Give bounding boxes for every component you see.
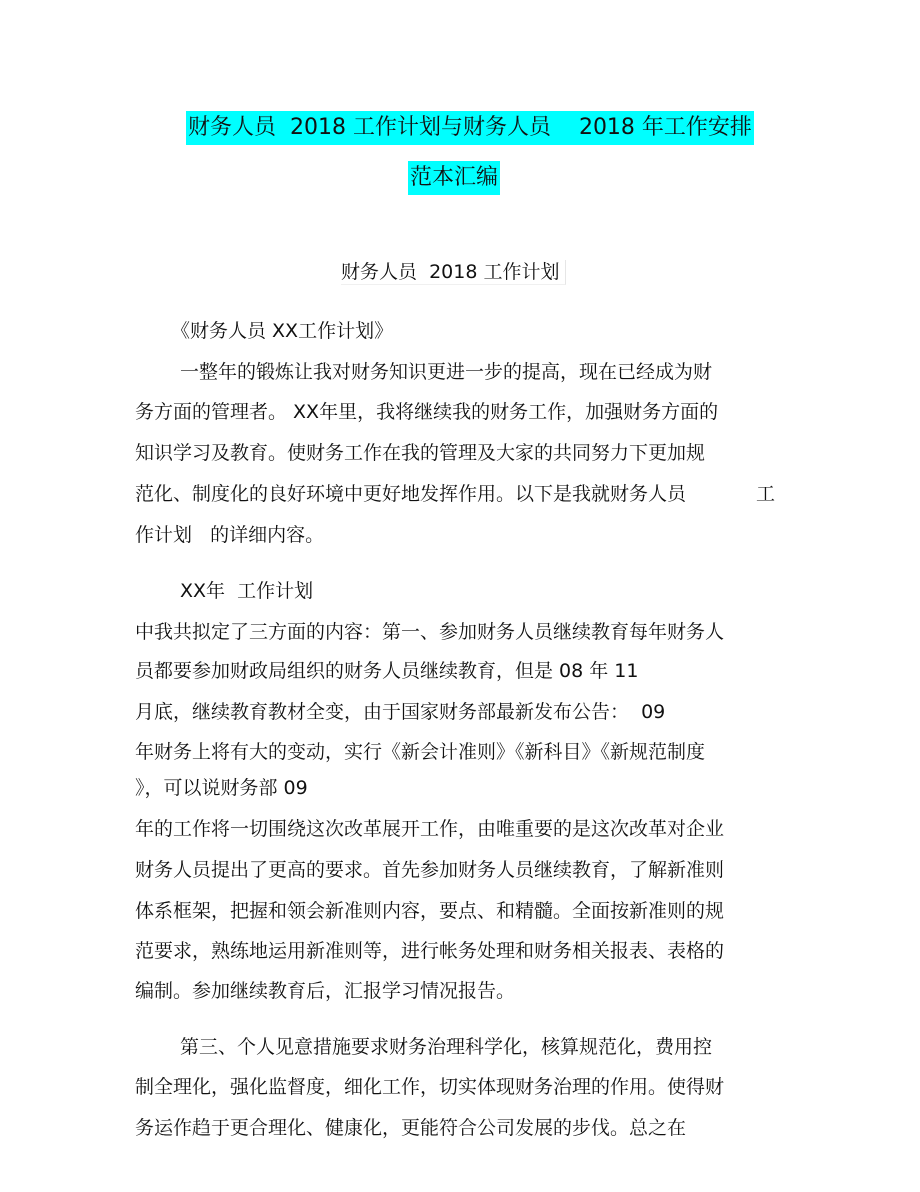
paragraph-line: 范要求，熟练地运用新准则等，进行帐务处理和财务相关报表、表格的: [135, 940, 725, 962]
subheading: XX年 工作计划: [180, 580, 314, 602]
paragraph-line: 制全理化，强化监督度，细化工作，切实体现财务治理的作用。使得财: [135, 1076, 725, 1098]
paragraph-line: 知识学习及教育。使财务工作在我的管理及大家的共同努力下更加规: [135, 442, 706, 464]
paragraph-line: 工: [756, 483, 776, 505]
section-heading: 财务人员 2018 工作计划: [341, 260, 566, 285]
paragraph-line: 务方面的管理者。 XX年里，我将继续我的财务工作，加强财务方面的: [135, 401, 719, 423]
paragraph-line: 中我共拟定了三方面的内容：第一、参加财务人员继续教育每年财务人: [135, 621, 725, 643]
document-title-line2: 范本汇编: [408, 161, 500, 195]
paragraph-line: 编制。参加继续教育后，汇报学习情况报告。: [135, 980, 516, 1002]
paragraph-line: 一整年的锻炼让我对财务知识更进一步的提高，现在已经成为财: [180, 361, 713, 383]
paragraph-line: 财务人员提出了更高的要求。首先参加财务人员继续教育，了解新准则: [135, 859, 725, 881]
paragraph-line: 年财务上将有大的变动，实行《新会计准则》《新科目》《新规范制度: [135, 741, 706, 763]
paragraph-line: 务运作趋于更合理化、健康化，更能符合公司发展的步伐。总之在: [135, 1117, 687, 1139]
paragraph-line: 年的工作将一切围绕这次改革展开工作，由唯重要的是这次改革对企业: [135, 818, 725, 840]
plan-title: 《财务人员 XX工作计划》: [171, 320, 394, 342]
paragraph-line: 》，可以说财务部 09: [135, 777, 308, 799]
document-title-line1: 财务人员 2018 工作计划与财务人员 2018 年工作安排: [186, 111, 754, 145]
paragraph-line: 体系框架，把握和领会新准则内容，要点、和精髓。全面按新准则的规: [135, 900, 725, 922]
paragraph-line: 月底，继续教育教材全变，由于国家财务部最新发布公告： 09: [135, 701, 666, 723]
paragraph-line: 员都要参加财政局组织的财务人员继续教育，但是 08 年 11: [135, 660, 639, 682]
paragraph-line: 作计划 的详细内容。: [135, 524, 325, 546]
paragraph-line: 范化、制度化的良好环境中更好地发挥作用。以下是我就财务人员: [135, 483, 687, 505]
paragraph-line: 第三、个人见意措施要求财务治理科学化，核算规范化，费用控: [180, 1036, 713, 1058]
